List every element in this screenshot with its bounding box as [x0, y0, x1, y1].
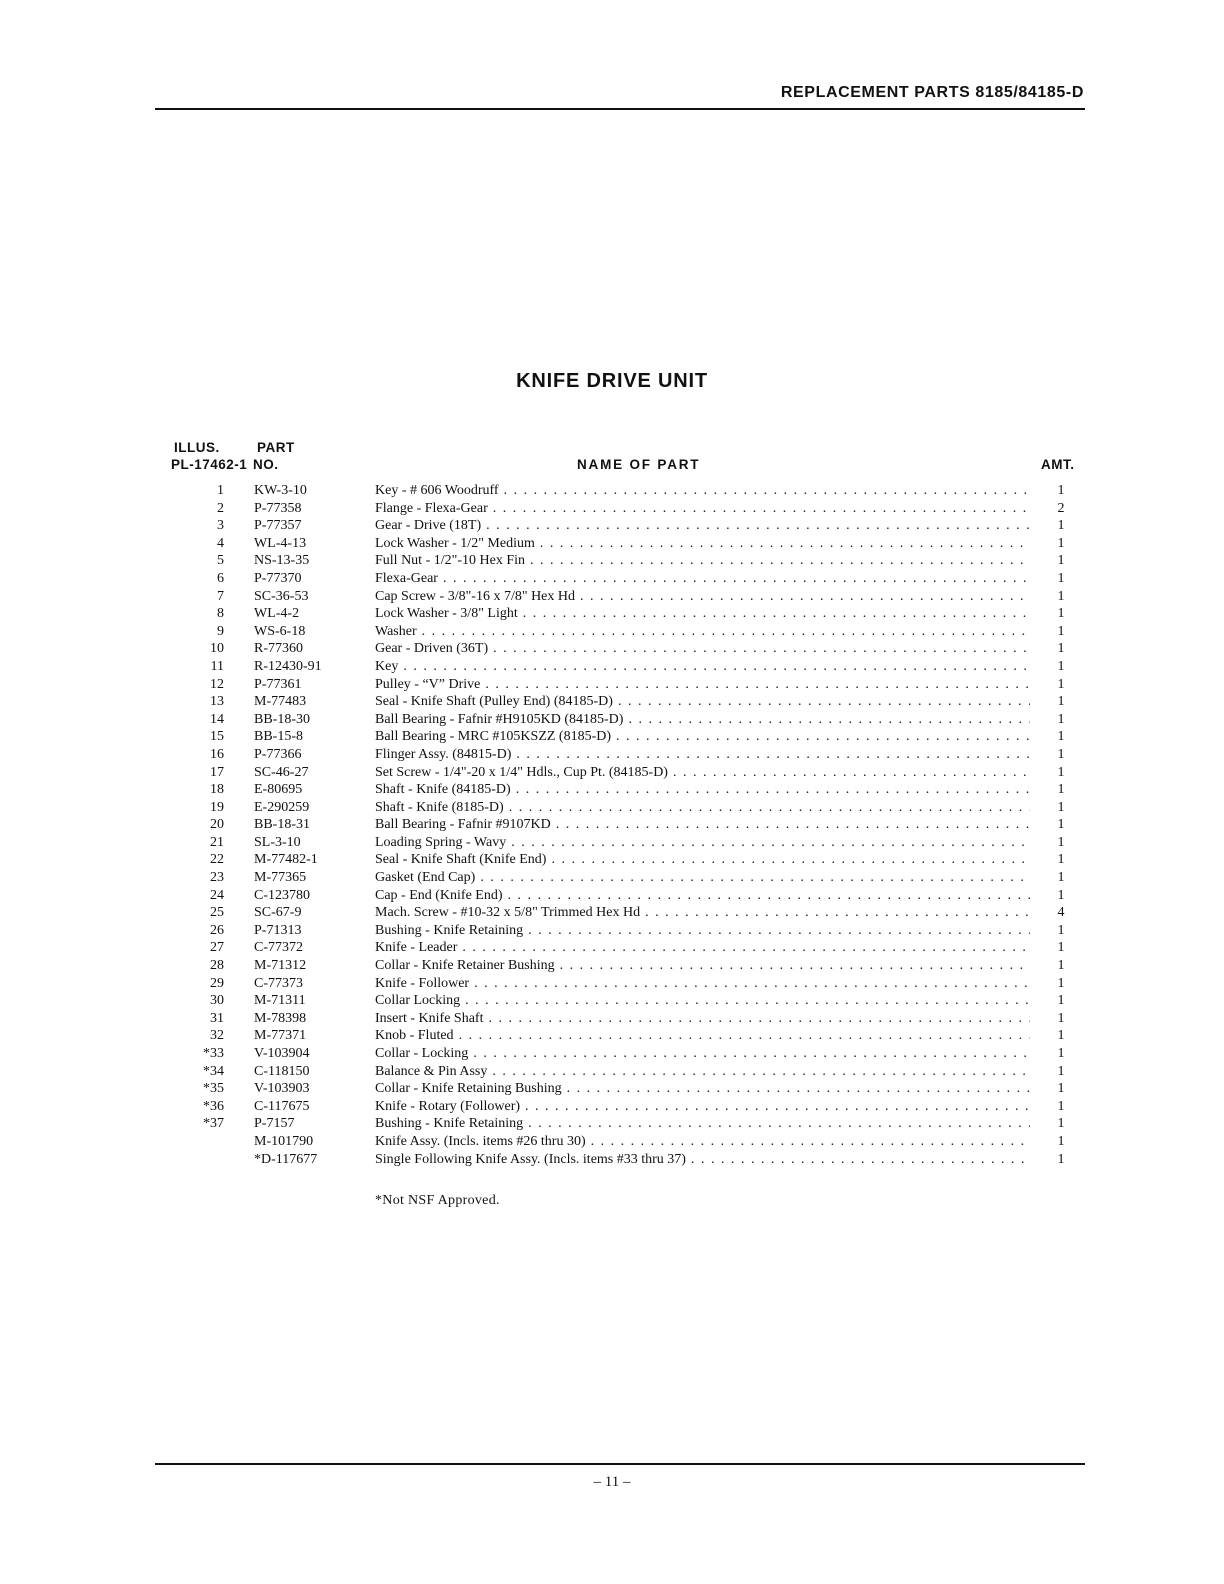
- column-header-part: PART: [257, 440, 295, 455]
- part-amount: 1: [1057, 922, 1065, 938]
- table-row: [0, 517, 1224, 535]
- table-row: [0, 834, 1224, 852]
- illus-number: 9: [217, 623, 224, 639]
- footnote: *Not NSF Approved.: [375, 1193, 500, 1208]
- part-name: Cap Screw - 3/8"-16 x 7/8" Hex Hd . . .: [375, 588, 1030, 606]
- illus-number: 24: [210, 887, 224, 903]
- illus-number: *37: [203, 1116, 224, 1132]
- part-number: M-101790: [254, 1133, 314, 1149]
- parts-list: [0, 482, 1224, 1168]
- part-name: Collar - Locking . . .: [375, 1045, 1030, 1063]
- part-amount: 1: [1057, 1046, 1065, 1061]
- table-row: [0, 939, 1224, 957]
- part-name: Collar Locking . . .: [375, 992, 1030, 1010]
- table-row: [0, 552, 1224, 570]
- part-amount: 1: [1057, 1081, 1065, 1097]
- table-row: [0, 711, 1224, 729]
- part-amount: 1: [1057, 1010, 1065, 1026]
- part-number: P-71313: [254, 922, 302, 938]
- illus-number: 19: [210, 799, 224, 815]
- part-name: Lock Washer - 1/2" Medium . . .: [375, 535, 1030, 553]
- part-amount: 1: [1057, 1116, 1065, 1132]
- part-amount: 1: [1057, 553, 1065, 569]
- illus-number: 31: [210, 1010, 224, 1026]
- part-number: P-77366: [254, 746, 302, 762]
- part-amount: 4: [1057, 905, 1065, 921]
- part-number: BB-18-31: [254, 817, 310, 833]
- part-amount: 1: [1057, 1133, 1065, 1149]
- table-row: [0, 1010, 1224, 1028]
- illus-number: 30: [210, 993, 224, 1009]
- part-amount: 1: [1057, 993, 1065, 1009]
- part-name: Gear - Driven (36T) . . .: [375, 640, 1030, 658]
- part-name: Flexa-Gear . . .: [375, 570, 1030, 588]
- table-row: [0, 957, 1224, 975]
- part-amount: 1: [1057, 483, 1065, 498]
- part-amount: 1: [1057, 940, 1065, 956]
- table-row: [0, 1098, 1224, 1116]
- illus-number: 4: [217, 535, 224, 551]
- part-amount: 1: [1057, 623, 1065, 639]
- part-name: Washer . . .: [375, 623, 1030, 641]
- part-amount: 1: [1057, 1151, 1065, 1167]
- table-row: [0, 605, 1224, 623]
- illus-number: *35: [203, 1081, 224, 1097]
- table-row: [0, 851, 1224, 869]
- part-number: C-77373: [254, 975, 303, 991]
- table-row: [0, 887, 1224, 905]
- part-number: C-77372: [254, 940, 303, 956]
- part-name: Key - # 606 Woodruff . . .: [375, 482, 1030, 500]
- part-amount: 1: [1057, 658, 1065, 674]
- part-amount: 1: [1057, 518, 1065, 534]
- part-amount: 1: [1057, 694, 1065, 710]
- table-row: [0, 922, 1224, 940]
- table-row: [0, 746, 1224, 764]
- part-name: Seal - Knife Shaft (Knife End) . . .: [375, 851, 1030, 869]
- illus-number: 10: [210, 641, 224, 657]
- part-number: E-290259: [254, 799, 310, 815]
- illus-number: 22: [210, 852, 224, 868]
- column-header-amount: AMT.: [1041, 457, 1075, 472]
- part-number: P-77358: [254, 500, 302, 516]
- table-row: [0, 728, 1224, 746]
- part-name: Ball Bearing - Fafnir #H9105KD (84185-D) . . .: [375, 711, 1030, 729]
- illus-number: 25: [210, 905, 224, 921]
- part-amount: 1: [1057, 676, 1065, 692]
- illus-number: *34: [203, 1063, 224, 1079]
- illus-number: 21: [210, 834, 224, 850]
- part-number: M-77482-1: [254, 852, 318, 868]
- illus-number: *36: [203, 1098, 224, 1114]
- illus-number: 18: [210, 782, 224, 798]
- illus-number: 12: [210, 676, 224, 692]
- part-name: Ball Bearing - Fafnir #9107KD . . .: [375, 816, 1030, 834]
- illus-number: 7: [217, 588, 224, 604]
- part-name: Insert - Knife Shaft . . .: [375, 1010, 1030, 1028]
- table-row: [0, 1045, 1224, 1063]
- part-number: E-80695: [254, 782, 303, 798]
- section-title: KNIFE DRIVE UNIT: [516, 370, 708, 392]
- part-name: Ball Bearing - MRC #105KSZZ (8185-D) . . .: [375, 728, 1030, 746]
- part-amount: 1: [1057, 1063, 1065, 1079]
- table-row: [0, 904, 1224, 922]
- table-row: [0, 658, 1224, 676]
- table-row: [0, 816, 1224, 834]
- part-number: WL-4-2: [254, 606, 300, 622]
- part-amount: 1: [1057, 746, 1065, 762]
- part-amount: 1: [1057, 1098, 1065, 1114]
- part-amount: 1: [1057, 799, 1065, 815]
- illus-number: 8: [217, 606, 224, 622]
- part-number: M-77371: [254, 1028, 307, 1044]
- part-number: KW-3-10: [254, 483, 307, 498]
- part-number: SC-46-27: [254, 764, 309, 780]
- part-number: M-77365: [254, 870, 307, 886]
- table-row: [0, 975, 1224, 993]
- illus-number: 6: [217, 570, 224, 586]
- illus-number: 15: [210, 729, 224, 745]
- table-row: [0, 623, 1224, 641]
- part-number: V-103904: [254, 1046, 310, 1061]
- part-amount: 1: [1057, 782, 1065, 798]
- part-number: C-123780: [254, 887, 310, 903]
- part-number: V-103903: [254, 1081, 310, 1097]
- part-name: Knife Assy. (Incls. items #26 thru 30) . . .: [375, 1133, 1030, 1151]
- part-name: Shaft - Knife (84185-D) . . .: [375, 781, 1030, 799]
- part-amount: 1: [1057, 570, 1065, 586]
- part-name: Bushing - Knife Retaining . . .: [375, 922, 1030, 940]
- part-amount: 1: [1057, 641, 1065, 657]
- part-amount: 1: [1057, 975, 1065, 991]
- part-name: Knife - Follower . . .: [375, 975, 1030, 993]
- part-amount: 1: [1057, 711, 1065, 727]
- part-amount: 1: [1057, 535, 1065, 551]
- table-row: [0, 570, 1224, 588]
- part-name: Loading Spring - Wavy . . .: [375, 834, 1030, 852]
- part-name: Collar - Knife Retaining Bushing . . .: [375, 1080, 1030, 1098]
- table-row: [0, 535, 1224, 553]
- column-header-part-no: NO.: [253, 457, 279, 472]
- part-number: R-77360: [254, 641, 303, 657]
- illus-number: 17: [210, 764, 224, 780]
- table-row: [0, 1080, 1224, 1098]
- table-row: [0, 1133, 1224, 1151]
- part-number: M-77483: [254, 694, 307, 710]
- part-number: R-12430-91: [254, 658, 322, 674]
- part-amount: 1: [1057, 606, 1065, 622]
- part-number: M-71311: [254, 993, 306, 1009]
- part-amount: 1: [1057, 729, 1065, 745]
- illus-number: 28: [210, 958, 224, 974]
- part-name: Mach. Screw - #10-32 x 5/8" Trimmed Hex Hd . . .: [375, 904, 1030, 922]
- part-amount: 1: [1057, 817, 1065, 833]
- part-number: WL-4-13: [254, 535, 307, 551]
- illus-number: 1: [217, 483, 224, 498]
- illus-number: 16: [210, 746, 224, 762]
- illus-number: 2: [217, 500, 224, 516]
- part-amount: 1: [1057, 958, 1065, 974]
- part-name: Flinger Assy. (84815-D) . . .: [375, 746, 1030, 764]
- table-row: [0, 676, 1224, 694]
- illus-number: 3: [217, 518, 224, 534]
- header-divider: [155, 108, 1085, 110]
- table-row: [0, 799, 1224, 817]
- part-amount: 2: [1057, 500, 1065, 516]
- part-number: BB-18-30: [254, 711, 310, 727]
- illus-number: 27: [210, 940, 224, 956]
- illus-number: 26: [210, 922, 224, 938]
- illus-number: 13: [210, 694, 224, 710]
- part-number: P-77370: [254, 570, 302, 586]
- part-number: P-77361: [254, 676, 302, 692]
- part-number: NS-13-35: [254, 553, 310, 569]
- part-name: Knife - Rotary (Follower) . . .: [375, 1098, 1030, 1116]
- part-amount: 1: [1057, 870, 1065, 886]
- part-number: P-77357: [254, 518, 302, 534]
- part-name: Flange - Flexa-Gear . . .: [375, 500, 1030, 518]
- part-amount: 1: [1057, 588, 1065, 604]
- illus-number: *33: [203, 1046, 224, 1061]
- table-row: [0, 482, 1224, 500]
- part-amount: 1: [1057, 852, 1065, 868]
- part-name: Gear - Drive (18T) . . .: [375, 517, 1030, 535]
- part-number: C-117675: [254, 1098, 310, 1114]
- part-number: P-7157: [254, 1116, 295, 1132]
- part-name: Shaft - Knife (8185-D) . . .: [375, 799, 1030, 817]
- table-row: [0, 764, 1224, 782]
- part-name: Full Nut - 1/2"-10 Hex Fin . . .: [375, 552, 1030, 570]
- part-name: Seal - Knife Shaft (Pulley End) (84185-D) . . .: [375, 693, 1030, 711]
- part-number: *D-117677: [254, 1151, 318, 1167]
- footer-divider: [155, 1463, 1085, 1465]
- part-name: Bushing - Knife Retaining . . .: [375, 1115, 1030, 1133]
- part-name: Balance & Pin Assy . . .: [375, 1063, 1030, 1081]
- part-number: SC-67-9: [254, 905, 302, 921]
- illus-number: 5: [217, 553, 224, 569]
- page-header-title: REPLACEMENT PARTS 8185/84185-D: [780, 84, 1084, 101]
- table-row: [0, 693, 1224, 711]
- part-number: C-118150: [254, 1063, 310, 1079]
- illus-number: 29: [210, 975, 224, 991]
- illus-number: 14: [210, 711, 224, 727]
- part-number: SL-3-10: [254, 834, 301, 850]
- illus-number: 11: [210, 658, 224, 674]
- table-row: [0, 992, 1224, 1010]
- table-row: [0, 588, 1224, 606]
- table-row: [0, 1115, 1224, 1133]
- part-number: M-71312: [254, 958, 307, 974]
- part-name: Pulley - “V” Drive . . .: [375, 676, 1030, 694]
- column-header-name-of-part: NAME OF PART: [577, 457, 701, 472]
- part-amount: 1: [1057, 887, 1065, 903]
- part-name: Lock Washer - 3/8" Light . . .: [375, 605, 1030, 623]
- table-row: [0, 1027, 1224, 1045]
- table-row: [0, 500, 1224, 518]
- part-amount: 1: [1057, 834, 1065, 850]
- part-name: Single Following Knife Assy. (Incls. items #33 thru 37) . . .: [375, 1151, 1030, 1169]
- part-amount: 1: [1057, 1028, 1065, 1044]
- part-name: Cap - End (Knife End) . . .: [375, 887, 1030, 905]
- illus-number: 23: [210, 870, 224, 886]
- part-number: WS-6-18: [254, 623, 306, 639]
- part-amount: 1: [1057, 764, 1065, 780]
- part-name: Collar - Knife Retainer Bushing . . .: [375, 957, 1030, 975]
- part-number: M-78398: [254, 1010, 307, 1026]
- table-row: [0, 1063, 1224, 1081]
- column-header-illus: ILLUS.: [174, 440, 220, 455]
- column-header-illus-ref: PL-17462-1: [171, 457, 248, 472]
- part-name: Set Screw - 1/4"-20 x 1/4" Hdls., Cup Pt. (84185-D) . . .: [375, 764, 1030, 782]
- table-row: [0, 781, 1224, 799]
- page-number: – 11 –: [593, 1474, 631, 1490]
- table-row: [0, 640, 1224, 658]
- table-row: [0, 869, 1224, 887]
- illus-number: 20: [210, 817, 224, 833]
- illus-number: 32: [210, 1028, 224, 1044]
- table-row: [0, 1151, 1224, 1169]
- part-name: Key . . .: [375, 658, 1030, 676]
- part-name: Knife - Leader . . .: [375, 939, 1030, 957]
- part-name: Gasket (End Cap) . . .: [375, 869, 1030, 887]
- part-name: Knob - Fluted . . .: [375, 1027, 1030, 1045]
- part-number: SC-36-53: [254, 588, 309, 604]
- part-number: BB-15-8: [254, 729, 303, 745]
